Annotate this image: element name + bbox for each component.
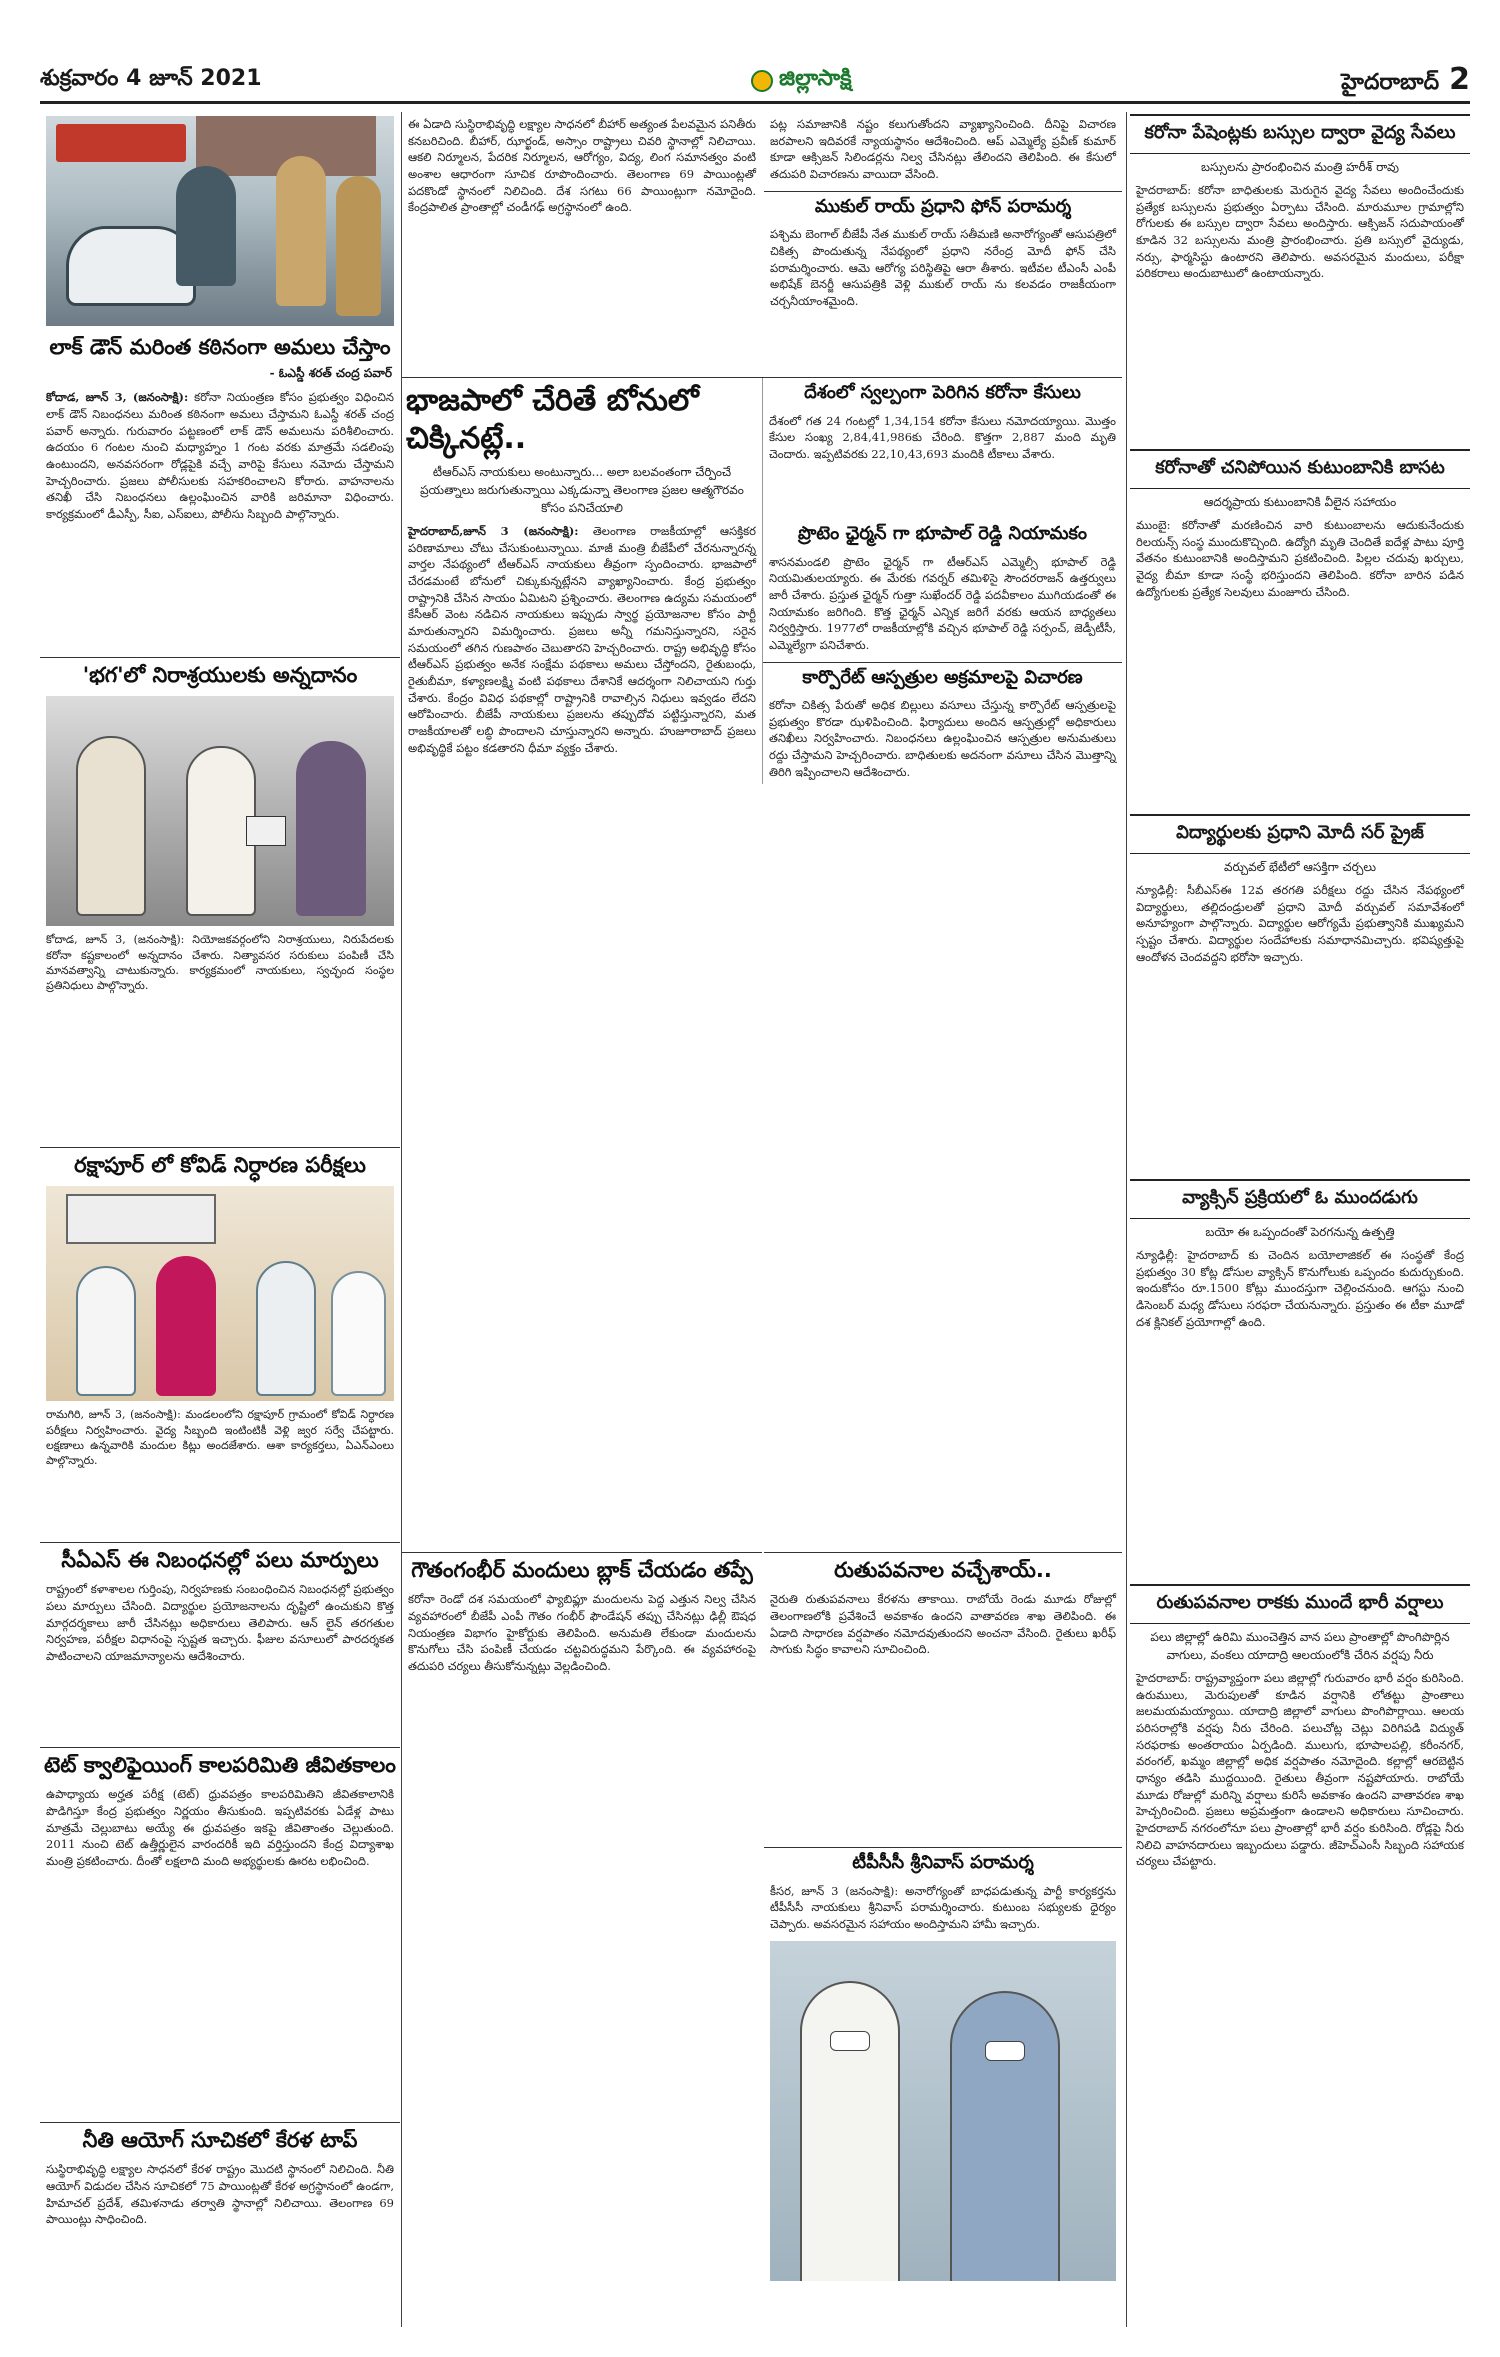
article-body: ఉపాధ్యాయ అర్హత పరీక్ష (టెట్) ధ్రువపత్రం కాలపరిమితిని జీవితకాలానికి పొడిగిస్తూ కేంద్ర ప్రభుత్వం నిర్ణయం తీసుకుంది. ఇప్పటివరకు ఏడేళ్ల పాటు మాత్రమే చెల్లుబాటు అయ్యే ఈ ధ్రువపత్రం ఇకపై జీవితాంతం చెల్లుతుంది. 2011 నుంచి టెట్ ఉత్తీర్ణులైన వారందరికీ ఇది వర్తిస్తుందని కేంద్ర విద్యాశాఖ మంత్రి ప్రకటించారు. దీంతో లక్షలాది మంది అభ్యర్థులకు ఊరట లభించింది. [46,1787,394,1868]
lead-body-column [402,519,762,784]
article-niti-aayog [40,2122,400,2327]
article-body: కీసర, జూన్ 3 (జనంసాక్షి): అనారోగ్యంతో బాధపడుతున్న పార్టీ కార్యకర్తను టీపీసీసీ నాయకులు శ్రీనివాస్ పరామర్శించారు. కుటుంబ సభ్యులకు ధైర్యం చెప్పారు. అవసరమైన సహాయం అందిస్తామని హామీ ఇచ్చారు. [770,1883,1116,1931]
article-body: ఈ ఏడాది సుస్థిరాభివృద్ధి లక్ష్యాల సాధనలో బీహార్ అత్యంత పేలవమైన పనితీరు కనబరిచింది. బీహార్, ఝార్ఖండ్, అస్సాం రాష్ట్రాలు చివరి స్థానాల్లో నిలిచాయి. ఆకలి నిర్మూలన, పేదరిక నిర్మూలన, ఆరోగ్యం, విద్య, లింగ సమానత్వం వంటి అంశాల ఆధారంగా సూచిక రూపొందించారు. తెలంగాణ 69 పాయింట్లతో పదకొండో స్థానంలో నిలిచింది. దేశ సగటు 66 పాయింట్లుగా నమోదైంది. కేంద్రపాలిత ప్రాంతాల్లో చండీగఢ్ అగ్రస్థానంలో ఉంది. [408,117,756,215]
article-sdg-ranking [402,112,762,372]
headline: రుతుపవనాల వచ్చేశాయ్.. [834,1558,1052,1582]
headline: టెట్ క్వాలిఫైయింగ్ కాలపరిమితి జీవితకాలం [44,1753,396,1777]
article-food-donation [40,657,400,1142]
notice-board-shape [66,1194,216,1244]
edition-city: హైదరాబాద్ [1341,69,1440,95]
article-body: హైదరాబాద్: రాష్ట్రవ్యాప్తంగా పలు జిల్లాల్లో గురువారం భారీ వర్షం కురిసింది. ఉరుములు, మెరుపులతో కూడిన వర్షానికి లోతట్టు ప్రాంతాలు జలమయమయ్యాయి. యాదాద్రి జిల్లాలో వాగులు పొంగిపొర్లాయి. ఆలయ పరిసరాల్లోకి వర్షపు నీరు చేరింది. పలుచోట్ల చెట్లు విరిగిపడి విద్యుత్ సరఫరాకు అంతరాయం ఏర్పడింది. ములుగు, భూపాలపల్లి, కరీంనగర్, వరంగల్, ఖమ్మం జిల్లాల్లో అధిక వర్షపాతం నమోదైంది. కల్లాల్లో ఆరబెట్టిన ధాన్యం తడిసి ముద్దయింది. రైతులు తీవ్రంగా నష్టపోయారు. రాబోయే మూడు రోజుల్లో మరిన్ని వర్షాలు కురిసే అవకాశం ఉందని వాతావరణ శాఖ హెచ్చరించింది. ప్రజలు అప్రమత్తంగా ఉండాలని అధికారులు సూచించారు. హైదరాబాద్ నగరంలోనూ పలు ప్రాంతాల్లో భారీ వర్షం కురిసింది. రోడ్లపై నీరు నిలిచి వాహనదారులు ఇబ్బందులు పడ్డారు. జీహెచ్ఎంసీ సిబ్బంది సహాయక చర్యలు చేపట్టారు. [1136,1671,1464,1869]
health-worker-shape [156,1256,216,1396]
headline: కార్పొరేట్ ఆస్పత్రుల అక్రమాలపై విచారణ [802,666,1083,688]
article-body [402,519,762,760]
police-officer-shape [336,176,381,316]
lead-title-block [402,378,762,519]
headline: కరోనా పేషెంట్లకు బస్సుల ద్వారా వైద్య సేవలు [1130,114,1470,154]
lead-headline: భాజపాలో చేరితే బోనులో చిక్కినట్లే.. [406,383,699,456]
leaders-visit-photo [770,1941,1116,2281]
dateline: హైదరాబాద్,జూన్ 3 (జనంసాక్షి): [408,524,579,538]
photo-caption: కోదాడ, జూన్ 3, (జనంసాక్షి): నియోజకవర్గంలోని నిరాశ్రయులు, నిరుపేదలకు కరోనా కష్టకాలంలో అన్నదానం చేశారు. నిత్యావసర సరుకులు పంపిణీ చేసి మానవత్వాన్ని చాటుకున్నారు. కార్యక్రమంలో నాయకులు, స్వచ్ఛంద సంస్థల ప్రతినిధులు పాల్గొన్నారు. [46,933,394,993]
headline: ప్రొటెం ఛైర్మన్ గా భూపాల్ రెడ్డి నియామకం [797,523,1088,544]
article-body: పట్ల సమాజానికి నష్టం కలుగుతోందని వ్యాఖ్యానించింది. దీనిపై విచారణ జరపాలని ఇదివరకే న్యాయస్థానం ఆదేశించింది. ఆప్ ఎమ్మెల్యే ప్రవీణ్ కుమార్ కూడా ఆక్సిజన్ సిలిండర్లను నిల్వ చేసినట్లు తేలిందని తెలిపింది. ఈ కేసులో తదుపరి విచారణను వాయిదా వేసింది. [770,117,1116,182]
health-worker-shape [331,1271,386,1396]
kicker: ఆదర్శప్రాయ కుటుంబానికి వీలైన సహాయం [1203,495,1397,509]
article-gambhir-medicines [402,1552,762,2327]
kicker: టీఆర్ఎస్ నాయకులు అంటున్నారు... అలా బలవంతంగా చేర్పించే ప్రయత్నాలు జరుగుతున్నాయి ఎక్కడున్నా తెలంగాణ ప్రజల ఆత్మగౌరవం కోసం పనిచేయాలి [420,465,744,515]
article-modi-surprise [1130,812,1470,1172]
headline: వ్యాక్సిన్ ప్రక్రియలో ఓ ముందడుగు [1130,1179,1470,1219]
food-donation-photo [46,696,394,926]
article-bus-medical [1130,112,1470,442]
headline: ముకుల్ రాయ్ ప్రధాని ఫోన్ పరామర్శ [814,195,1072,217]
article-body [40,385,400,526]
kicker: వర్చువల్ భేటీలో ఆసక్తిగా చర్చలు [1223,860,1377,874]
lockdown-checkpoint-photo [46,116,394,326]
article-tpcc-visit [764,1847,1122,2327]
article-body: ముంబై: కరోనాతో మరణించిన వారి కుటుంబాలను ఆదుకునేందుకు రిలయన్స్ సంస్థ ముందుకొచ్చింది. ఉద్యోగి మృతి చెందితే ఐదేళ్ల పాటు పూర్తి వేతనం కుటుంబానికి అందిస్తామని ప్రకటించింది. పిల్లల చదువు ఖర్చులు, వైద్య బీమా కూడా సంస్థే భరిస్తుందని తెలిపింది. కరోనా బారిన పడిన ఉద్యోగులకు ప్రత్యేక సెలవులు మంజూరు చేసింది. [1136,518,1464,599]
brand-name: జిల్లాసాక్షి [779,65,852,91]
lead-body-row [402,519,1122,784]
column-left [40,112,400,2327]
headline: లాక్ డౌన్ మరింత కఠినంగా అమలు చేస్తాం [49,335,391,359]
face-mask-shape [985,2041,1025,2061]
shop-sign-shape [56,124,186,162]
kicker: పలు జిల్లాల్లో ఉరిమి ముంచెత్తిన వాన పలు ప్రాంతాల్లో పొంగిపొర్లిన వాగులు, వంకలు యాదాద్రి ఆలయంలోకి చేరిన వర్షపు నీరు [1150,1630,1450,1662]
side-stories [762,378,1122,519]
article-regulation-changes [40,1542,400,1742]
article-lockdown [40,112,400,652]
headline: సీఏఎస్ ఈ నిబంధనల్లో పలు మార్పులు [61,1548,379,1572]
face-mask-shape [830,2031,870,2051]
article-body: న్యూఢిల్లీ: సీబీఎస్ఈ 12వ తరగతి పరీక్షలు రద్దు చేసిన నేపథ్యంలో విద్యార్థులు, తల్లిదండ్రులతో ప్రధాని మోదీ వర్చువల్ సమావేశంలో అనూహ్యంగా పాల్గొన్నారు. విద్యార్థుల ఆరోగ్యమే ప్రభుత్వానికి ముఖ్యమని స్పష్టం చేశారు. విద్యార్థుల సందేహాలకు సమాధానమిచ్చారు. భవిష్యత్తుపై ఆందోళన చెందవద్దని భరోసా ఇచ్చారు. [1136,883,1464,964]
article-heavy-rains [1130,1582,1470,2327]
kicker: బస్సులను ప్రారంభించిన మంత్రి హరీశ్ రావు [1201,160,1399,174]
health-worker-shape [76,1266,136,1396]
person-shape [800,1981,900,2281]
grocery-bag-shape [246,816,286,846]
article-body: కరోనా రెండో దశ సమయంలో ఫ్యాబిఫ్లూ మందులను పెద్ద ఎత్తున నిల్వ చేసిన వ్యవహారంలో బీజేపీ ఎంపీ గౌతం గంభీర్ ఫౌండేషన్ తప్పు చేసినట్లు ఢిల్లీ ఔషధ నియంత్రణ విభాగం హైకోర్టుకు తెలిపింది. అనుమతి లేకుండా మందులను కొనుగోలు చేసి పంపిణీ చేయడం చట్టవిరుద్ధమని పేర్కొంది. ఈ వ్యవహారంపై తదుపరి చర్యలు తీసుకోనున్నట్లు వెల్లడించింది. [408,1592,756,1673]
article-body: శాసనమండలి ప్రొటెం ఛైర్మన్ గా టీఆర్ఎస్ ఎమ్మెల్సీ భూపాల్ రెడ్డి నియమితులయ్యారు. ఈ మేరకు గవర్నర్ తమిళిసై సౌందరరాజన్ ఉత్తర్వులు జారీ చేశారు. ప్రస్తుత ఛైర్మన్ గుత్తా సుఖేందర్ రెడ్డి పదవీకాలం ముగియడంతో ఈ నియామకం జరిగింది. కొత్త ఛైర్మన్ ఎన్నిక జరిగే వరకు ఆయన బాధ్యతలు నిర్వర్తిస్తారు. 1977లో రాజకీయాల్లోకి వచ్చిన భూపాల్ రెడ్డి సర్పంచ్, జెడ్పీటీసీ, ఎమ్మెల్యేగా పనిచేశారు. [769,554,1116,652]
headline: నీతి ఆయోగ్ సూచికలో కేరళ టాప్ [82,2128,358,2152]
headline: విద్యార్థులకు ప్రధాని మోదీ సర్ ప్రైజ్ [1130,814,1470,854]
column-center [402,112,1122,2327]
body-text: కరోనా నియంత్రణ కోసం ప్రభుత్వం విధించిన లాక్ డౌన్ నిబంధనలు మరింత కఠినంగా అమలు చేస్తామని ఓఎస్డీ శరత్ చంద్ర పవార్ అన్నారు. గురువారం పట్టణంలో లాక్ డౌన్ అమలును పరిశీలించారు. ఉదయం 6 గంటల నుంచి మధ్యాహ్నం 1 గంట వరకు మాత్రమే సడలింపు ఉంటుందని, అనవసరంగా రోడ్లపైకి వచ్చే వారిపై కేసులు నమోదు చేస్తామని హెచ్చరించారు. ప్రజలు పోలీసులకు సహకరించాలని కోరారు. వాహనాలను తనిఖీ చేసి నిబంధనలు ఉల్లంఘించిన వారికి జరిమానా విధించారు. కార్యక్రమంలో డీఎస్పీ, సీఐ, ఎస్ఐలు, పోలీసు సిబ్బంది పాల్గొన్నారు. [46,390,395,521]
health-worker-shape [256,1261,316,1396]
article-body: సుస్థిరాభివృద్ధి లక్ష్యాల సాధనలో కేరళ రాష్ట్రం మొదటి స్థానంలో నిలిచింది. నీతి ఆయోగ్ విడుదల చేసిన సూచికలో 75 పాయింట్లతో కేరళ అగ్రస్థానంలో ఉండగా, హిమాచల్ ప్రదేశ్, తమిళనాడు తర్వాతి స్థానాల్లో నిలిచాయి. తెలంగాణ 69 పాయింట్లు సాధించింది. [46,2162,394,2227]
article-body: పశ్చిమ బెంగాల్ బీజేపీ నేత ముకుల్ రాయ్ సతీమణి అనారోగ్యంతో ఆసుపత్రిలో చికిత్స పొందుతున్న నేపథ్యంలో ప్రధాని నరేంద్ర మోదీ ఫోన్ చేసి పరామర్శించారు. ఆమె ఆరోగ్య పరిస్థితిపై ఆరా తీశారు. ఇటీవల టీఎంసీ ఎంపీ అభిషేక్ బెనర్జీ ఆసుపత్రికి వెళ్లి ముకుల్ రాయ్ ను కలవడం రాజకీయంగా చర్చనీయాంశమైంది. [770,227,1116,308]
headline: దేశంలో స్వల్పంగా పెరిగిన కరోనా కేసులు [804,382,1081,403]
article-monsoon [764,1552,1122,1842]
article-body: నైరుతి రుతుపవనాలు కేరళను తాకాయి. రాబోయే రెండు మూడు రోజుల్లో తెలంగాణలోకి ప్రవేశించే అవకాశం ఉందని వాతావరణ శాఖ తెలిపింది. ఈ ఏడాది సాధారణ వర్షపాతం నమోదవుతుందని అంచనా వేసింది. రైతులు ఖరీఫ్ సాగుకు సిద్ధం కావాలని సూచించింది. [770,1592,1116,1657]
rider-shape [176,166,236,286]
person-shape [950,1991,1060,2281]
issue-date: శుక్రవారం 4 జూన్ 2021 [40,65,262,91]
news-grid [40,112,1470,2327]
article-bjp-joining [402,377,1122,1547]
headline: రక్షాపూర్ లో కోవిడ్ నిర్ధారణ పరీక్షలు [74,1153,366,1177]
photo-caption: రామగిరి, జూన్ 3, (జనంసాక్షి): మండలంలోని రక్షాపూర్ గ్రామంలో కోవిడ్ నిర్ధారణ పరీక్షలు నిర్వహించారు. వైద్య సిబ్బంది ఇంటింటికీ వెళ్లి జ్వర సర్వే చేపట్టారు. లక్షణాలు ఉన్నవారికి మందుల కిట్లు అందజేశారు. ఆశా కార్యకర్తలు, ఏఎన్ఎంలు పాల్గొన్నారు. [46,1408,394,1468]
page-number: 2 [1449,61,1470,97]
column-divider [1126,112,1127,2327]
headline: రుతుపవనాల రాకకు ముందే భారీ వర్షాలు [1130,1584,1470,1624]
article-court-hearing [764,112,1122,372]
article-tet-validity [40,1747,400,2117]
headline: కరోనాతో చనిపోయిన కుటుంబానికి బాసట [1130,449,1470,489]
byline: - ఓఎస్డీ శరత్ చంద్ర పవార్ [269,366,392,381]
covid-testing-photo [46,1186,394,1401]
edition-info [1341,62,1470,100]
article-vaccine-deal [1130,1177,1470,1577]
dateline: కోదాడ, జూన్ 3, (జనంసాక్షి): [46,390,189,405]
person-shape [296,741,366,916]
police-officer-shape [276,156,326,306]
article-covid-tests [40,1147,400,1537]
brand-logo-icon [751,70,773,92]
body-text: తెలంగాణ రాజకీయాల్లో ఆసక్తికర పరిణామాలు చోటు చేసుకుంటున్నాయి. మాజీ మంత్రి బీజేపీలో చేరనున్నారన్న వార్తల నేపథ్యంలో టీఆర్ఎస్ నాయకులు తీవ్రంగా స్పందించారు. భాజపాలో చేరడమంటే బోనులో చిక్కుకున్నట్లేనని వ్యాఖ్యానించారు. కేంద్ర ప్రభుత్వం రాష్ట్రానికి చేసిన సాయం ఏమిటని ప్రశ్నించారు. తెలంగాణ ఉద్యమ సమయంలో కేసీఆర్ వెంట నడిచిన నాయకులు ఇప్పుడు స్వార్థ ప్రయోజనాల కోసం పార్టీ మారుతున్నారని విమర్శించారు. ప్రజలు అన్నీ గమనిస్తున్నారని, సరైన సమయంలో తగిన గుణపాఠం చెబుతారని హెచ్చరించారు. రాష్ట్ర అభివృద్ధి కోసం టీఆర్ఎస్ ప్రభుత్వం అనేక సంక్షేమ పథకాలు అమలు చేస్తోందని, రైతుబంధు, రైతుబీమా, కళ్యాణలక్ష్మి వంటి పథకాలు దేశానికే ఆదర్శంగా నిలిచాయని గుర్తు చేశారు. కేంద్రం వివిధ పథకాల్లో రాష్ట్రానికి రావాల్సిన నిధులు ఇవ్వడం లేదని ఆరోపించారు. బీజేపీ నాయకులు ప్రజలను తప్పుదోవ పట్టిస్తున్నారని, మత రాజకీయాలతో లబ్ధి పొందాలని చూస్తున్నారని అన్నారు. హుజూరాబాద్ ప్రజలు అభివృద్ధికే పట్టం కడతారని ధీమా వ్యక్తం చేశారు. [408,524,756,755]
article-body: న్యూఢిల్లీ: హైదరాబాద్ కు చెందిన బయోలాజికల్ ఈ సంస్థతో కేంద్ర ప్రభుత్వం 30 కోట్ల డోసుల వ్యాక్సిన్ కొనుగోలుకు ఒప్పందం కుదుర్చుకుంది. ఇందుకోసం రూ.1500 కోట్లు ముందస్తుగా చెల్లించనుంది. ఆగస్టు నుంచి డిసెంబర్ మధ్య డోసులు సరఫరా చేయనున్నారు. ప్రస్తుతం ఈ టీకా మూడో దశ క్లినికల్ ప్రయోగాల్లో ఉంది. [1136,1248,1464,1329]
article-body: దేశంలో గత 24 గంటల్లో 1,34,154 కరోనా కేసులు నమోదయ్యాయి. మొత్తం కేసుల సంఖ్య 2,84,41,986కు చేరింది. కొత్తగా 2,887 మంది మృతి చెందారు. ఇప్పటివరకు 22,10,43,693 మందికి టీకాలు వేశారు. [769,413,1116,461]
column-right [1130,112,1470,2327]
headline: టీపీసీసీ శ్రీనివాస్ పరామర్శ [852,1852,1034,1873]
kicker: బయో ఈ ఒప్పందంతో పెరగనున్న ఉత్పత్తి [1205,1225,1395,1239]
masthead [40,60,1470,104]
side-stories-2 [762,519,1122,784]
article-body: రాష్ట్రంలో కళాశాలల గుర్తింపు, నిర్వహణకు సంబంధించిన నిబంధనల్లో ప్రభుత్వం పలు మార్పులు చేసింది. విద్యార్థుల ప్రయోజనాలను దృష్టిలో ఉంచుకుని కొత్త మార్గదర్శకాలు జారీ చేసినట్లు అధికారులు తెలిపారు. ఆన్ లైన్ తరగతుల నిర్వహణ, పరీక్షల విధానంపై స్పష్టత ఇచ్చారు. ఫీజుల వసూలులో పారదర్శకత పాటించాలని యాజమాన్యాలను ఆదేశించారు. [46,1582,394,1663]
person-shape [76,736,146,916]
headline: 'భగ'లో నిరాశ్రయులకు అన్నదానం [82,663,358,687]
newspaper-brand [751,66,852,96]
article-body: హైదరాబాద్: కరోనా బాధితులకు మెరుగైన వైద్య సేవలు అందించేందుకు ప్రత్యేక బస్సులను ప్రభుత్వం ఏర్పాటు చేసింది. మారుమూల గ్రామాల్లోని రోగులకు ఈ బస్సుల ద్వారా సేవలు అందిస్తారు. ఆక్సిజన్ సదుపాయంతో కూడిన 32 బస్సులను మంత్రి ప్రారంభించారు. ప్రతి బస్సులో వైద్యుడు, నర్సు, ఫార్మసిస్టు ఉంటారని తెలిపారు. అవసరమైన మందులు, పరీక్షా పరికరాలు అందుబాటులో ఉంటాయన్నారు. [1136,183,1464,281]
headline: గౌతంగంభీర్ మందులు బ్లాక్ చేయడం తప్పే [411,1558,753,1582]
lead-header [402,378,1122,519]
article-body: కరోనా చికిత్స పేరుతో అధిక బిల్లులు వసూలు చేస్తున్న కార్పొరేట్ ఆస్పత్రులపై ప్రభుత్వం కొరడా ఝళిపించింది. ఫిర్యాదులు అందిన ఆస్పత్రుల్లో అధికారులు తనిఖీలు నిర్వహించారు. నిబంధనలు ఉల్లంఘించిన ఆస్పత్రుల అనుమతులు రద్దు చేస్తామని హెచ్చరించారు. బాధితులకు అదనంగా వసూలు చేసిన మొత్తాన్ని తిరిగి ఇప్పించాలని ఆదేశించారు. [769,698,1116,779]
article-family-support [1130,447,1470,807]
